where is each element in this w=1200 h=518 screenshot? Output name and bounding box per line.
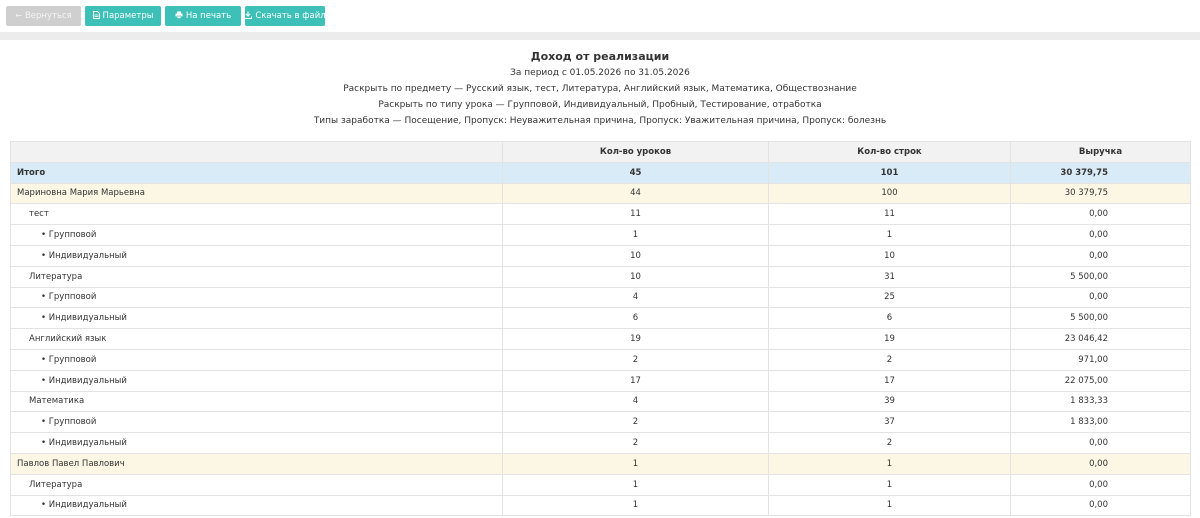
lessons-count-cell: 4 xyxy=(503,287,769,308)
document-icon xyxy=(93,11,100,21)
revenue-cell: 23 046,42 xyxy=(1011,329,1191,350)
lessons-count-cell: 44 xyxy=(503,183,769,204)
lessons-count-cell: 19 xyxy=(503,329,769,350)
row-name-cell: • Индивидуальный xyxy=(11,495,503,516)
rows-count-cell: 17 xyxy=(769,370,1011,391)
toolbar-divider xyxy=(0,32,1200,40)
lessons-count-cell: 1 xyxy=(503,453,769,474)
report-filter-subject: Раскрыть по предмету — Русский язык, тест, Литература, Английский язык, Математика, Обществознание xyxy=(343,84,857,94)
row-name-cell: Мариновна Мария Марьевна xyxy=(11,183,503,204)
revenue-cell: 0,00 xyxy=(1011,474,1191,495)
rows-count-cell: 1 xyxy=(769,225,1011,246)
lessons-count-cell: 2 xyxy=(503,433,769,454)
column-header-lessons: Кол-во уроков xyxy=(503,142,769,163)
rows-count-cell: 37 xyxy=(769,412,1011,433)
row-name-cell: Английский язык xyxy=(11,329,503,350)
subject-row xyxy=(11,204,1191,225)
revenue-cell: 1 833,33 xyxy=(1011,391,1191,412)
column-header-revenue: Выручка xyxy=(1011,142,1191,163)
type-row xyxy=(11,308,1191,329)
download-button[interactable] xyxy=(245,6,325,26)
lessons-count-cell: 2 xyxy=(503,412,769,433)
rows-count-cell: 39 xyxy=(769,391,1011,412)
lessons-count-cell: 11 xyxy=(503,204,769,225)
lessons-count-cell: 4 xyxy=(503,391,769,412)
table-body xyxy=(11,162,1191,516)
row-name-cell: • Индивидуальный xyxy=(11,245,503,266)
parameters-button-label: Параметры xyxy=(102,11,154,21)
report-table xyxy=(10,141,1191,516)
download-button-label: Скачать в файл xyxy=(255,11,326,21)
revenue-cell: 22 075,00 xyxy=(1011,370,1191,391)
subject-row xyxy=(11,391,1191,412)
revenue-cell: 0,00 xyxy=(1011,225,1191,246)
lessons-count-cell: 10 xyxy=(503,266,769,287)
type-row xyxy=(11,349,1191,370)
back-button[interactable] xyxy=(6,6,81,26)
type-row xyxy=(11,225,1191,246)
revenue-cell: 30 379,75 xyxy=(1011,162,1191,183)
type-row xyxy=(11,245,1191,266)
lessons-count-cell: 2 xyxy=(503,349,769,370)
rows-count-cell: 31 xyxy=(769,266,1011,287)
printer-icon xyxy=(175,11,183,21)
row-name-cell: Литература xyxy=(11,474,503,495)
row-name-cell: Итого xyxy=(11,162,503,183)
report-filter-earning-type: Типы заработка — Посещение, Пропуск: Неуважительная причина, Пропуск: Уважительная причина, Пропуск: болезнь xyxy=(313,116,887,126)
report-header xyxy=(0,48,1200,129)
row-name-cell: • Групповой xyxy=(11,349,503,370)
lessons-count-cell: 1 xyxy=(503,225,769,246)
teacher-row xyxy=(11,453,1191,474)
rows-count-cell: 11 xyxy=(769,204,1011,225)
revenue-cell: 30 379,75 xyxy=(1011,183,1191,204)
revenue-cell: 0,00 xyxy=(1011,204,1191,225)
rows-count-cell: 6 xyxy=(769,308,1011,329)
type-row xyxy=(11,370,1191,391)
toolbar xyxy=(0,0,1200,32)
table-header-row xyxy=(11,142,1191,163)
row-name-cell: • Групповой xyxy=(11,287,503,308)
rows-count-cell: 2 xyxy=(769,433,1011,454)
row-name-cell: • Индивидуальный xyxy=(11,433,503,454)
type-row xyxy=(11,433,1191,454)
print-button-label: На печать xyxy=(185,11,232,21)
rows-count-cell: 10 xyxy=(769,245,1011,266)
revenue-cell: 971,00 xyxy=(1011,349,1191,370)
rows-count-cell: 2 xyxy=(769,349,1011,370)
type-row xyxy=(11,412,1191,433)
row-name-cell: • Индивидуальный xyxy=(11,370,503,391)
revenue-cell: 0,00 xyxy=(1011,433,1191,454)
lessons-count-cell: 1 xyxy=(503,495,769,516)
report-filter-lesson-type: Раскрыть по типу урока — Групповой, Индивидуальный, Пробный, Тестирование, отработка xyxy=(378,100,822,110)
total-row xyxy=(11,162,1191,183)
row-name-cell: Литература xyxy=(11,266,503,287)
download-icon xyxy=(244,11,252,21)
rows-count-cell: 1 xyxy=(769,474,1011,495)
rows-count-cell: 25 xyxy=(769,287,1011,308)
lessons-count-cell: 10 xyxy=(503,245,769,266)
teacher-row xyxy=(11,183,1191,204)
rows-count-cell: 1 xyxy=(769,495,1011,516)
revenue-cell: 0,00 xyxy=(1011,495,1191,516)
revenue-cell: 1 833,00 xyxy=(1011,412,1191,433)
type-row xyxy=(11,287,1191,308)
lessons-count-cell: 17 xyxy=(503,370,769,391)
revenue-cell: 5 500,00 xyxy=(1011,308,1191,329)
back-button-label: Вернуться xyxy=(24,11,72,21)
print-button[interactable] xyxy=(165,6,241,26)
rows-count-cell: 100 xyxy=(769,183,1011,204)
column-header-rows: Кол-во строк xyxy=(769,142,1011,163)
rows-count-cell: 19 xyxy=(769,329,1011,350)
parameters-button[interactable] xyxy=(85,6,161,26)
subject-row xyxy=(11,474,1191,495)
column-header-name xyxy=(11,142,503,163)
row-name-cell: Математика xyxy=(11,391,503,412)
row-name-cell: Павлов Павел Павлович xyxy=(11,453,503,474)
report-title: Доход от реализации xyxy=(530,50,670,63)
rows-count-cell: 101 xyxy=(769,162,1011,183)
arrow-left-icon: ← xyxy=(15,11,22,20)
row-name-cell: • Групповой xyxy=(11,412,503,433)
lessons-count-cell: 6 xyxy=(503,308,769,329)
type-row xyxy=(11,495,1191,516)
revenue-cell: 5 500,00 xyxy=(1011,266,1191,287)
rows-count-cell: 1 xyxy=(769,453,1011,474)
row-name-cell: • Индивидуальный xyxy=(11,308,503,329)
revenue-cell: 0,00 xyxy=(1011,287,1191,308)
subject-row xyxy=(11,266,1191,287)
row-name-cell: • Групповой xyxy=(11,225,503,246)
revenue-cell: 0,00 xyxy=(1011,245,1191,266)
subject-row xyxy=(11,329,1191,350)
revenue-cell: 0,00 xyxy=(1011,453,1191,474)
report-period: За период с 01.05.2026 по 31.05.2026 xyxy=(510,68,690,78)
lessons-count-cell: 1 xyxy=(503,474,769,495)
lessons-count-cell: 45 xyxy=(503,162,769,183)
row-name-cell: тест xyxy=(11,204,503,225)
